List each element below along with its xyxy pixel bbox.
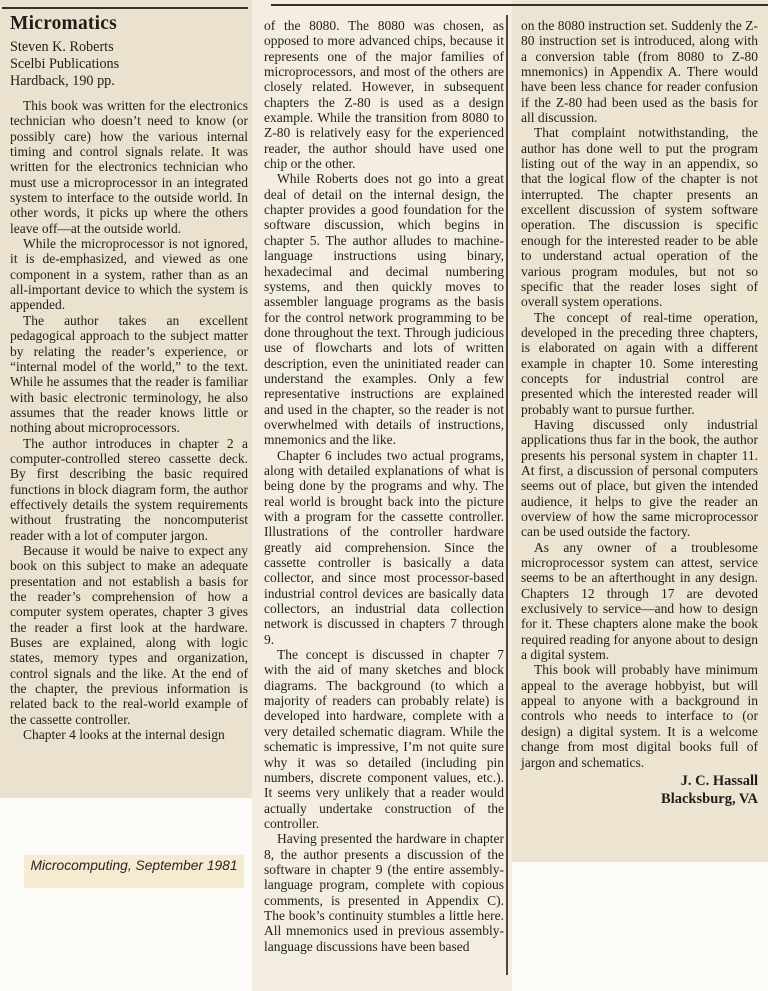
paragraph: Chapter 6 includes two actual programs, along with detailed explanations of what is being done by the programs and why. The real world is brought back into the picture with a program for the cassette controller. Illustrations of the controller hardware greatly aid comprehension. Since the cassette controller is basically a data collector, and since most processor-based industrial control devices are basically data collectors, an industrial data collection network is discussed in chapters 7 through 9. <box>264 447 504 647</box>
magazine-footer-credit: Microcomputing, September 1981 <box>30 858 238 873</box>
paragraph: Because it would be naive to expect any book on this subject to make an adequate presentation and not establish a basis for the reader’s comprehension of how a computer system operates, chapter 3 gives the reader a first look at the hardware. Buses are explained, along with logic states, memory types and organization, control signals and the like. At the end of the chapter, the previous information is related back to the real-world example of the cassette controller. <box>10 542 248 727</box>
column-3 <box>521 18 758 808</box>
paragraph: Having discussed only industrial applications thus far in the book, the author presents his personal system in chapter 11. At first, a discussion of personal computers seems out of place, but given the intended audience, it helps to give the reader an overview of how the same microprocessor can be used outside the factory. <box>521 416 758 540</box>
reviewer-location: Blacksburg, VA <box>661 790 758 807</box>
top-rule-right <box>271 4 768 6</box>
top-rule-left <box>2 7 248 9</box>
paragraph: The concept is discussed in chapter 7 with the aid of many sketches and block diagrams. The background (to which a majority of readers can probably relate) is developed into hardware, complete with a very detailed schematic diagram. While the schematic is impressive, I’m not quite sure why it was so detailed (including pin numbers, discrete component values, etc.). It seems very unlikely that a reader would actually undertake construction of the controller. <box>264 647 504 831</box>
column-divider-rule <box>506 15 508 975</box>
paragraph: This book will probably have minimum appeal to the average hobbyist, but will appeal to anyone with a background in controls who needs to interface to (or design) a digital system. It is a welcome change from most digital books full of jargon and schematics. <box>521 662 758 770</box>
book-publisher: Scelbi Publications <box>10 56 120 72</box>
column-1-body <box>10 98 248 742</box>
paragraph: That complaint notwithstanding, the author has done well to put the program listing out of the way in an appendix, so that the logical flow of the chapter is not interrupted. The chapter presents an excellent discussion of system software operation. The discussion is specific enough for the interested reader to be able to understand actual operation of the various program modules, but not so specific that the reader loses sight of overall system operations. <box>521 125 758 310</box>
reviewer-signature <box>521 772 758 808</box>
paragraph: The author takes an excellent pedagogical approach to the subject matter by relating the reader’s experience, or “internal model of the world,” to the text. While he assumes that the reader is familiar with basic electronic terminology, he also assumes that the reader knows little or nothing about microprocessors. <box>10 312 248 436</box>
paragraph: The concept of real-time operation, developed in the preceding three chapters, is elaborated on again with a different example in chapter 10. Some interesting concepts for industrial control are presented which the interested reader will probably want to pursue further. <box>521 309 758 417</box>
paragraph: This book was written for the electronics technician who doesn’t need to know (or possibly care) how the various internal timing and control signals relate. It was written for the electronics technician who must use a microprocessor in an integrated system to interface to the outside world. In other words, it picks up where the others leave off—at the outside world. <box>10 98 248 236</box>
column-2 <box>264 18 504 954</box>
column-1 <box>10 13 248 742</box>
paragraph: While Roberts does not go into a great deal of detail on the internal design, the chapter provides a good foundation for the software discussion, which begins in chapter 5. The author alludes to machine-language instructions using binary, hexadecimal and decimal numbering systems, and then quickly moves to assembler language programs as the basis for the control network programming to be done throughout the text. Through judicious use of flowcharts and lots of written description, even the uninitiated reader can understand the examples. Only a few representative instructions are explained and used in the chapter, so the reader is not overwhelmed with details of instructions, mnemonics and the like. <box>264 171 504 448</box>
paragraph: Chapter 4 looks at the internal design <box>23 727 225 743</box>
paragraph: of the 8080. The 8080 was chosen, as opposed to more advanced chips, because it represents one of the major families of microprocessors, and most of the others are closely related. However, in subsequent chapters the Z-80 is used as a design example. While the transition from 8080 to Z-80 is relatively easy for the experienced reader, the author should have used one chip or the other. <box>264 18 504 172</box>
paragraph: While the microprocessor is not ignored, it is de-emphasized, and viewed as one component in a system, rather than as an all-important device to which the system is appended. <box>10 236 248 313</box>
paragraph: on the 8080 instruction set. Suddenly the Z-80 instruction set is introduced, along with a conversion table (from 8080 to Z-80 mnemonics) in Appendix A. There would have been less chance for reader confusion if the Z-80 had been used as the basis for all discussion. <box>521 18 758 126</box>
book-author: Steven K. Roberts <box>10 39 114 55</box>
paragraph: The author introduces in chapter 2 a computer-controlled stereo cassette deck. By first describing the basic required functions in block diagram form, the author effectively details the system requirements without frustrating the noncomputerist reader with a lot of computer jargon. <box>10 435 248 543</box>
book-binding: Hardback, 190 pp. <box>10 73 115 89</box>
paragraph: Having presented the hardware in chapter 8, the author presents a discussion of the software in chapter 9 (the entire assembly-language program, complete with copious comments, is presented in Appendix C). The book’s continuity stumbles a little here. All mnemonics used in previous assembly-language discussions have been based <box>264 831 504 954</box>
book-title: Micromatics <box>10 13 117 34</box>
reviewer-name: J. C. Hassall <box>680 772 758 789</box>
paragraph: As any owner of a troublesome microprocessor system can attest, service seems to be an afterthought in any design. Chapters 12 through 17 are devoted exclusively to service—and how to design for it. These chapters alone make the book required reading for anyone about to design a digital system. <box>521 539 758 663</box>
